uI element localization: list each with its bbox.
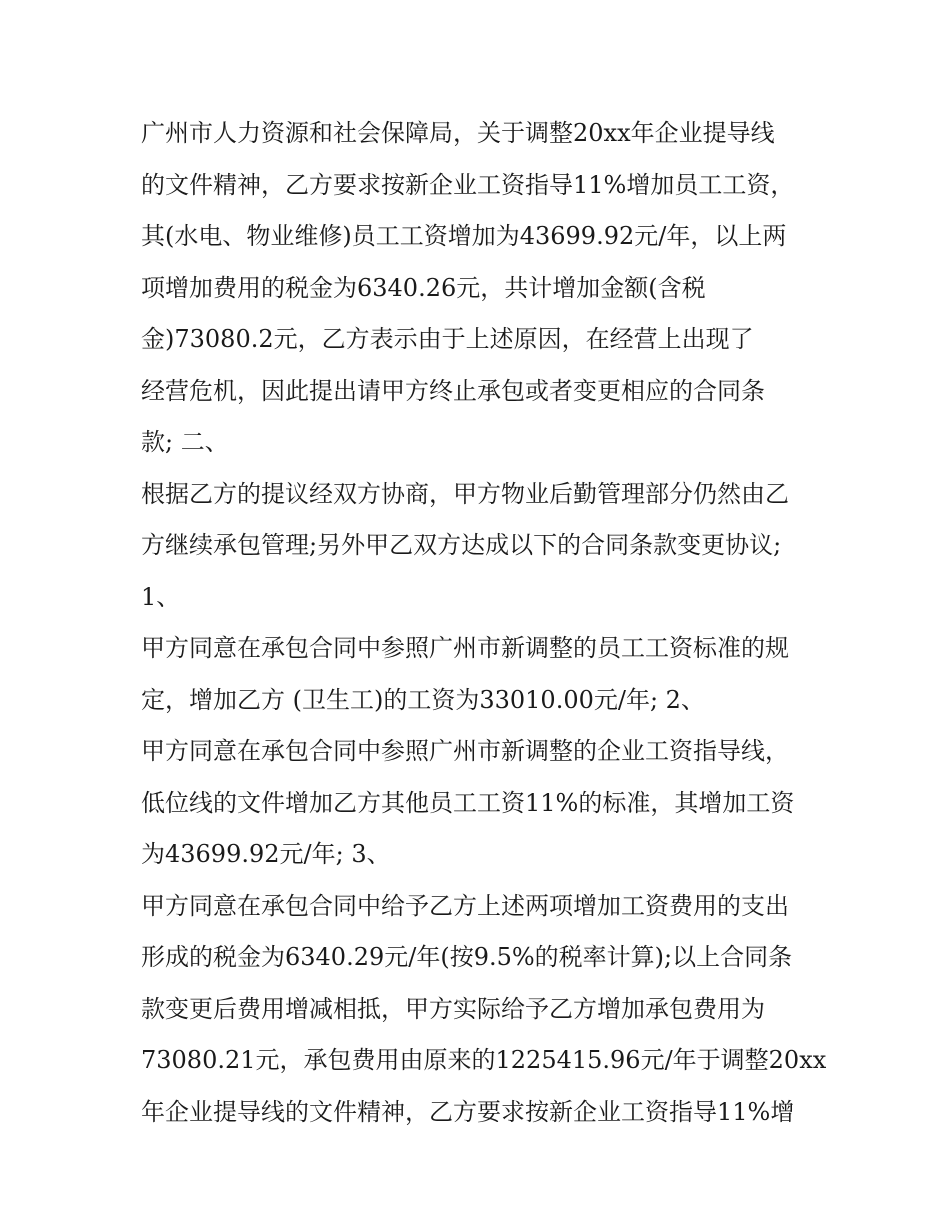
document-body [141, 108, 827, 1138]
text-line: 的文件精神，乙方要求按新企业工资指导11%增加员工工资， [141, 170, 795, 199]
text-line: 为43699.92元/年; 3、 [141, 840, 391, 868]
text-line: 甲方同意在承包合同中参照广州市新调整的员工工资标准的规 [141, 634, 789, 662]
text-line: 经营危机，因此提出请甲方终止承包或者变更相应的合同条 [141, 376, 765, 405]
text-line: 根据乙方的提议经双方协商，甲方物业后勤管理部分仍然由乙 [141, 479, 789, 508]
text-line: 甲方同意在承包合同中给予乙方上述两项增加工资费用的支出 [141, 891, 789, 920]
text-line: 形成的税金为6340.29元/年(按9.5%的税率计算);以上合同条 [141, 943, 793, 971]
text-line: 其(水电、物业维修)员工工资增加为43699.92元/年，以上两 [141, 222, 787, 250]
text-line: 73080.21元，承包费用由原来的1225415.96元/年于调整20xx [141, 1046, 827, 1074]
text-line: 低位线的文件增加乙方其他员工工资11%的标准，其增加工资 [141, 788, 795, 817]
text-line: 款变更后费用增减相抵，甲方实际给予乙方增加承包费用为 [141, 994, 765, 1023]
text-line: 1、 [141, 582, 181, 611]
text-line: 年企业提导线的文件精神，乙方要求按新企业工资指导11%增 [141, 1097, 795, 1126]
text-line: 甲方同意在承包合同中参照广州市新调整的企业工资指导线， [141, 737, 789, 765]
text-line: 项增加费用的税金为6340.26元，共计增加金额(含税 [141, 273, 706, 302]
text-line: 金)73080.2元，乙方表示由于上述原因，在经营上出现了 [141, 325, 754, 353]
text-line: 定，增加乙方 (卫生工)的工资为33010.00元/年; 2、 [141, 685, 705, 714]
text-line: 款; 二、 [141, 428, 229, 456]
text-line: 广州市人力资源和社会保障局，关于调整20xx年企业提导线 [141, 119, 775, 147]
text-line: 方继续承包管理;另外甲乙双方达成以下的合同条款变更协议; [141, 531, 782, 559]
